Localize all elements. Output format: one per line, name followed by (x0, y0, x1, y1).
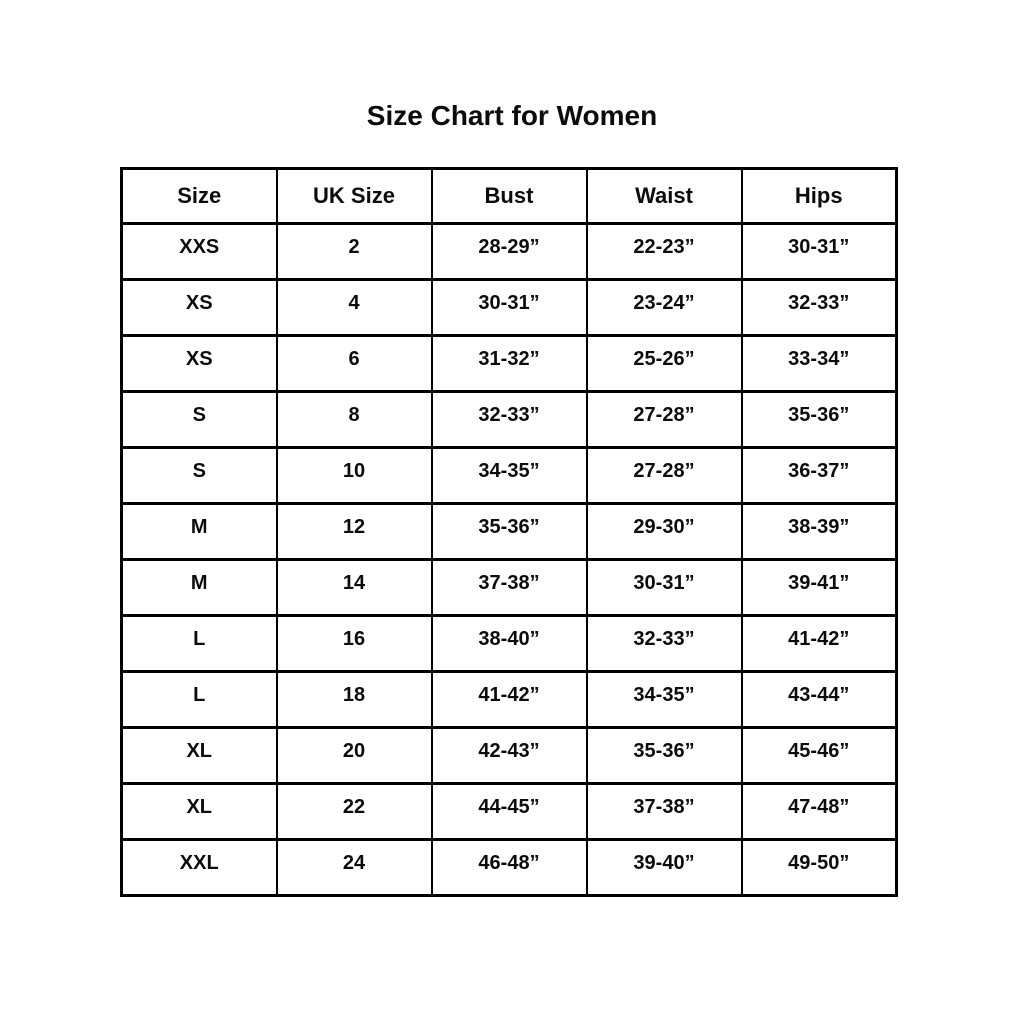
table-cell: 27-28” (587, 448, 742, 504)
table-header-cell: Hips (742, 169, 897, 224)
table-row (122, 672, 897, 728)
table-cell: XS (122, 336, 277, 392)
table-row (122, 448, 897, 504)
table-row (122, 728, 897, 784)
table-cell: 34-35” (587, 672, 742, 728)
table-row (122, 504, 897, 560)
table-cell: 20 (277, 728, 432, 784)
table-cell: 8 (277, 392, 432, 448)
table-cell: 6 (277, 336, 432, 392)
table-row (122, 224, 897, 280)
table-cell: 49-50” (742, 840, 897, 896)
table-head (122, 169, 897, 224)
table-cell: 47-48” (742, 784, 897, 840)
table-cell: 14 (277, 560, 432, 616)
table-cell: 39-40” (587, 840, 742, 896)
table-cell: XL (122, 784, 277, 840)
table-cell: 24 (277, 840, 432, 896)
table-cell: 12 (277, 504, 432, 560)
table-cell: 39-41” (742, 560, 897, 616)
table-cell: XXL (122, 840, 277, 896)
table-cell: 22-23” (587, 224, 742, 280)
table-cell: 35-36” (587, 728, 742, 784)
table-cell: XL (122, 728, 277, 784)
table-cell: S (122, 392, 277, 448)
table-header-cell: Bust (432, 169, 587, 224)
table-cell: 42-43” (432, 728, 587, 784)
table-cell: 32-33” (587, 616, 742, 672)
table-cell: 33-34” (742, 336, 897, 392)
table-row (122, 280, 897, 336)
table-cell: 23-24” (587, 280, 742, 336)
table-body (122, 224, 897, 896)
table-cell: 36-37” (742, 448, 897, 504)
table-header-cell: Waist (587, 169, 742, 224)
table-cell: 41-42” (432, 672, 587, 728)
table-row (122, 840, 897, 896)
page-title: Size Chart for Women (366, 100, 658, 131)
size-table (120, 167, 898, 897)
table-header-cell: Size (122, 169, 277, 224)
table-cell: XS (122, 280, 277, 336)
table-cell: 35-36” (432, 504, 587, 560)
table-row (122, 784, 897, 840)
table-cell: L (122, 616, 277, 672)
table-cell: 18 (277, 672, 432, 728)
table-cell: 30-31” (432, 280, 587, 336)
table-row (122, 560, 897, 616)
table-cell: 41-42” (742, 616, 897, 672)
table-cell: 45-46” (742, 728, 897, 784)
table-cell: 46-48” (432, 840, 587, 896)
table-cell: 29-30” (587, 504, 742, 560)
header-row (122, 169, 897, 224)
table-cell: 44-45” (432, 784, 587, 840)
table-cell: M (122, 504, 277, 560)
table-cell: 31-32” (432, 336, 587, 392)
table-cell: 30-31” (587, 560, 742, 616)
table-cell: 43-44” (742, 672, 897, 728)
table-cell: S (122, 448, 277, 504)
table-cell: 35-36” (742, 392, 897, 448)
table-cell: 22 (277, 784, 432, 840)
table-cell: 30-31” (742, 224, 897, 280)
table-row (122, 336, 897, 392)
table-cell: 38-40” (432, 616, 587, 672)
table-cell: 27-28” (587, 392, 742, 448)
table-cell: 2 (277, 224, 432, 280)
table-cell: 32-33” (742, 280, 897, 336)
table-cell: 32-33” (432, 392, 587, 448)
table-cell: 34-35” (432, 448, 587, 504)
table-cell: XXS (122, 224, 277, 280)
table-cell: 37-38” (587, 784, 742, 840)
table-cell: 16 (277, 616, 432, 672)
table-row (122, 616, 897, 672)
table-cell: L (122, 672, 277, 728)
table-cell: M (122, 560, 277, 616)
table-row (122, 392, 897, 448)
table-cell: 25-26” (587, 336, 742, 392)
table-cell: 4 (277, 280, 432, 336)
table-cell: 37-38” (432, 560, 587, 616)
table-header-cell: UK Size (277, 169, 432, 224)
table-cell: 10 (277, 448, 432, 504)
table-cell: 28-29” (432, 224, 587, 280)
table-cell: 38-39” (742, 504, 897, 560)
